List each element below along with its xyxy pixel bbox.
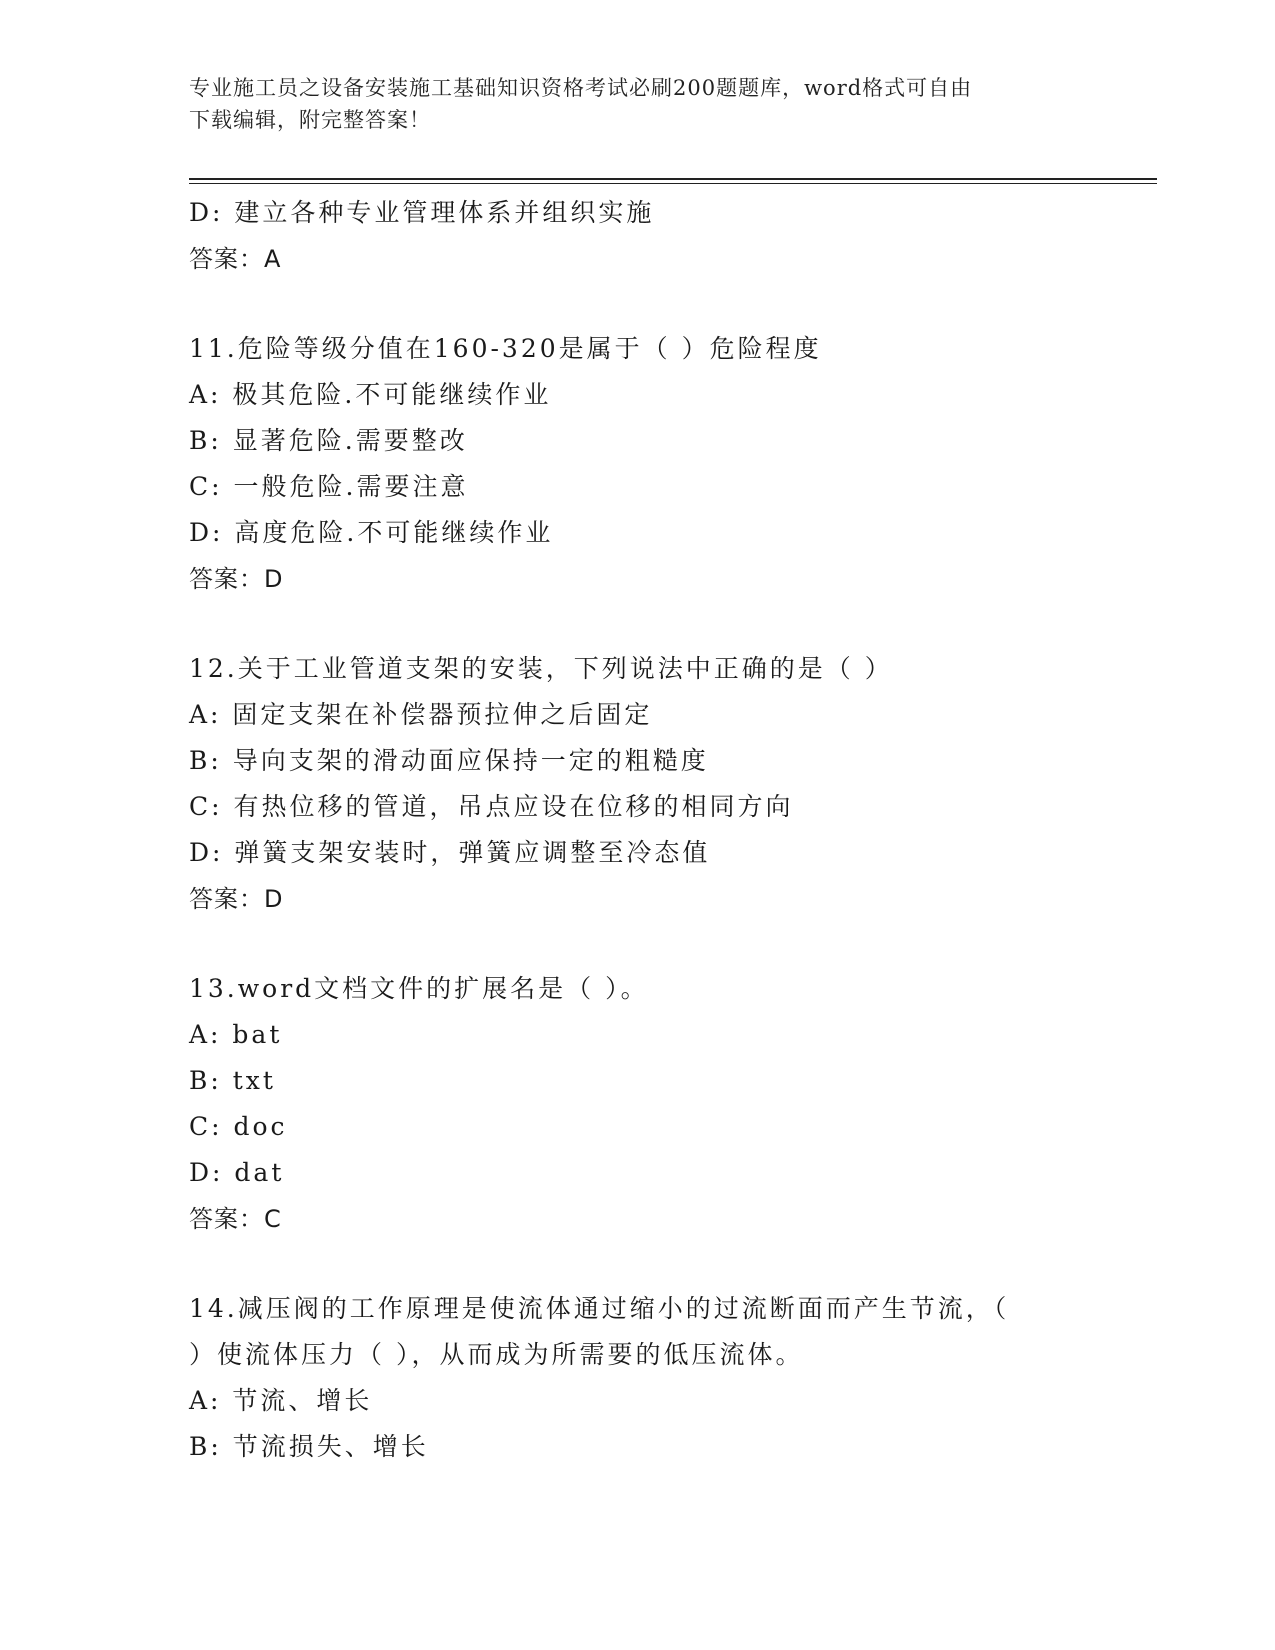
question-block-14 (189, 1286, 1157, 1470)
option-a: A: 极其危险.不可能继续作业 (189, 380, 552, 409)
question-stem (189, 1286, 1069, 1378)
prev-answer: 答案：A (189, 245, 282, 273)
question-list (189, 190, 1157, 1470)
question-block-13 (189, 966, 1157, 1242)
option-b: B: 显著危险.需要整改 (189, 426, 468, 455)
prev-option-d: D: 建立各种专业管理体系并组织实施 (189, 198, 655, 227)
option-b: B: txt (189, 1066, 276, 1095)
option-d: D: dat (189, 1158, 285, 1187)
question-stem: 12.关于工业管道支架的安装，下列说法中正确的是（ ） (189, 654, 893, 683)
option-c: C: 一般危险.需要注意 (189, 472, 469, 501)
option-d: D: 弹簧支架安装时，弹簧应调整至冷态值 (189, 838, 711, 867)
option-b: B: 导向支架的滑动面应保持一定的粗糙度 (189, 746, 709, 775)
header-divider-thick (189, 178, 1157, 180)
header-divider-thin (189, 183, 1157, 184)
spacer (189, 602, 1157, 646)
answer-label: 答案：C (189, 1205, 282, 1233)
document-header (189, 72, 1089, 136)
question-block-12 (189, 646, 1157, 922)
question-block-11 (189, 326, 1157, 602)
option-a: A: bat (189, 1020, 283, 1049)
question-stem-line-2: ）使流体压力（ ），从而成为所需要的低压流体。 (189, 1340, 804, 1369)
question-stem: 11.危险等级分值在160-320是属于（ ）危险程度 (189, 334, 822, 363)
question-stem-line-1: 14.减压阀的工作原理是使流体通过缩小的过流断面而产生节流，（ (189, 1294, 1010, 1323)
answer-label: 答案：D (189, 885, 284, 913)
spacer (189, 282, 1157, 326)
header-line-1: 专业施工员之设备安装施工基础知识资格考试必刷200题题库，word格式可自由 (189, 76, 973, 100)
option-d: D: 高度危险.不可能继续作业 (189, 518, 554, 547)
option-b: B: 节流损失、增长 (189, 1432, 429, 1461)
option-c: C: doc (189, 1112, 288, 1141)
header-line-2: 下载编辑，附完整答案！ (189, 108, 431, 132)
spacer (189, 922, 1157, 966)
option-a: A: 节流、增长 (189, 1386, 373, 1415)
option-a: A: 固定支架在补偿器预拉伸之后固定 (189, 700, 653, 729)
spacer (189, 1242, 1157, 1286)
answer-label: 答案：D (189, 565, 284, 593)
option-c: C: 有热位移的管道，吊点应设在位移的相同方向 (189, 792, 794, 821)
question-stem: 13.word文档文件的扩展名是（ ）。 (189, 974, 649, 1003)
